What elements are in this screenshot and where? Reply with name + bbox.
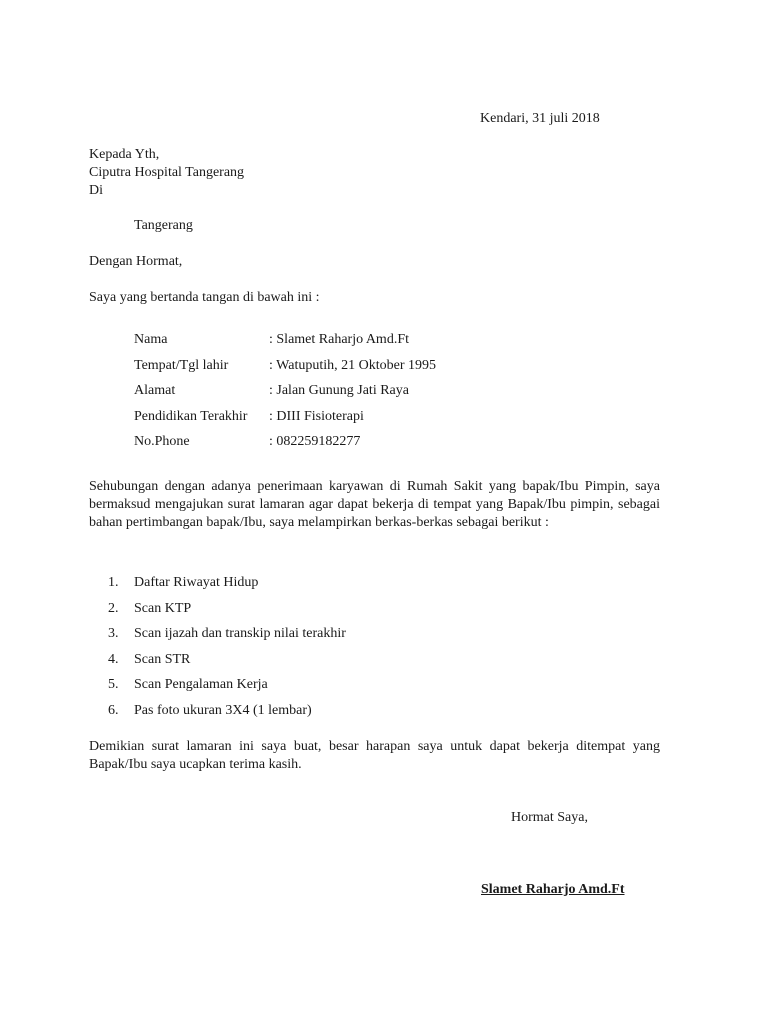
list-text: Scan ijazah dan transkip nilai terakhir <box>134 626 346 641</box>
identity-label: Nama <box>134 332 168 347</box>
list-text: Daftar Riwayat Hidup <box>134 575 259 590</box>
list-number: 3. <box>108 626 119 641</box>
list-text: Pas foto ukuran 3X4 (1 lembar) <box>134 702 312 718</box>
closing-paragraph: Demikian surat lamaran ini saya buat, besar harapan saya untuk dapat bekerja ditempat yang Bapak/Ibu saya ucapkan terima kasih. <box>89 739 660 772</box>
place-date: Kendari, 31 juli 2018 <box>480 111 600 126</box>
identity-value: : Jalan Gunung Jati Raya <box>269 383 409 398</box>
recipient-city: Tangerang <box>134 218 193 233</box>
list-number: 4. <box>108 651 119 667</box>
list-text: Scan KTP <box>134 600 192 616</box>
recipient-block <box>89 146 244 200</box>
recipient-name: Ciputra Hospital Tangerang <box>89 165 245 180</box>
list-number: 5. <box>108 677 119 692</box>
identity-label: No.Phone <box>134 434 190 449</box>
recipient-salutation: Kepada Yth, <box>89 147 160 162</box>
closing-salutation: Hormat Saya, <box>511 810 588 825</box>
list-text: Scan Pengalaman Kerja <box>134 677 268 692</box>
identity-value: : Slamet Raharjo Amd.Ft <box>269 332 409 347</box>
body-paragraph: Sehubungan dengan adanya penerimaan karyawan di Rumah Sakit yang bapak/Ibu Pimpin, saya bermaksud mengajukan surat lamaran agar dapat bekerja di tempat yang Bapak/Ibu pimpin, sebagai bahan pertimbangan bapak/Ibu, saya melampirkan berkas-berkas sebagai berikut : <box>89 479 660 530</box>
list-number: 2. <box>108 600 119 616</box>
list-number: 1. <box>108 575 119 590</box>
identity-label: Tempat/Tgl lahir <box>134 357 229 373</box>
signature-name: Slamet Raharjo Amd.Ft <box>481 882 625 897</box>
identity-value: : DIII Fisioterapi <box>269 408 364 424</box>
identity-label: Pendidikan Terakhir <box>134 408 248 424</box>
recipient-di: Di <box>89 183 103 198</box>
list-number: 6. <box>108 702 119 718</box>
identity-value: : Watuputih, 21 Oktober 1995 <box>269 357 436 373</box>
identity-label: Alamat <box>134 383 176 398</box>
identity-value: : 082259182277 <box>269 434 361 449</box>
greeting: Dengan Hormat, <box>89 254 183 269</box>
intro-line: Saya yang bertanda tangan di bawah ini : <box>89 290 320 305</box>
list-text: Scan STR <box>134 651 191 667</box>
